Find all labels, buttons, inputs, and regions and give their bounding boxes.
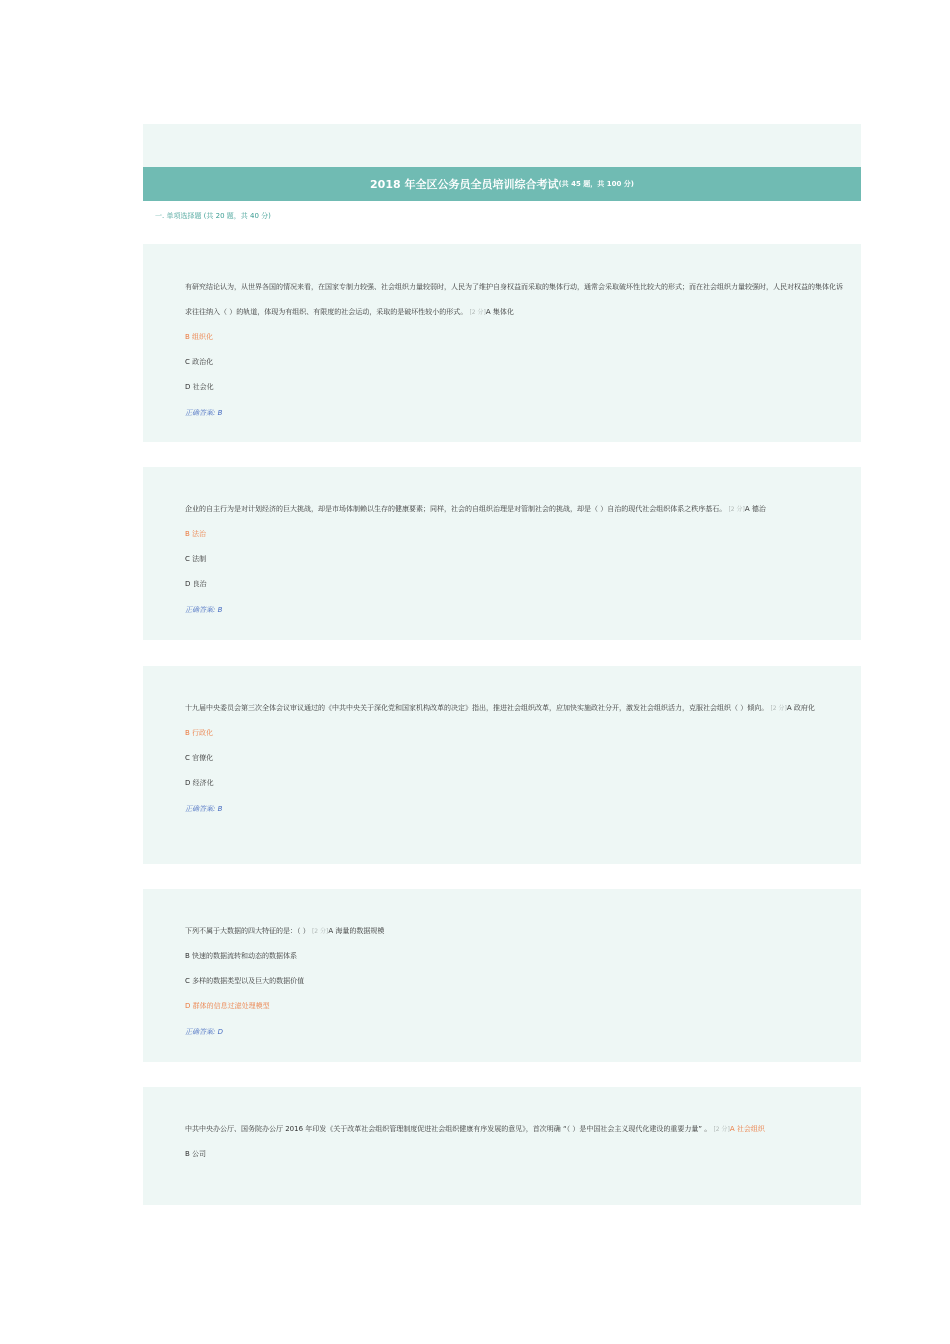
points-label: [2 分] [469,309,486,316]
option-b[interactable]: B 法治 [185,530,207,538]
question-text [185,275,845,325]
option-d[interactable]: D 群体的信息过滤处理模型 [185,1002,270,1010]
option-c[interactable]: C 法制 [185,555,207,563]
question-card [143,1087,861,1205]
correct-answer: 正确答案: B [185,805,223,813]
option-b[interactable]: B 快速的数据流转和动态的数据体系 [185,952,298,960]
question-text [185,1117,845,1142]
question-stem: 十九届中央委员会第三次全体会议审议通过的《中共中央关于深化党和国家机构改革的决定》指出，推进社会组织改革，应加快实施政社分开，激发社会组织活力，克服社会组织（ ）倾向。 [185,704,769,712]
question-card [143,666,861,864]
question-stem: 有研究结论认为，从世界各国的情况来看，在国家专制力较强、社会组织力量较弱时，人民为了维护自身权益而采取的集体行动，通常会采取破坏性比较大的形式；而在社会组织力量较强时，人民对权益的集体化诉求往往纳入（ ）的轨道，体现为有组织、有限度的社会运动，采取的是破坏性较小的形式。 [185,283,843,316]
option-d[interactable]: D 良治 [185,580,207,588]
points-label: [2 分] [311,928,329,935]
option-a[interactable]: A 海量的数据规模 [328,927,385,935]
option-a[interactable]: A 政府化 [786,704,815,712]
section-title: 一. 单项选择题 (共 20 题，共 40 分) [155,212,271,220]
option-d[interactable]: D 社会化 [185,383,214,391]
question-stem: 企业的自主行为是对计划经济的巨大挑战，却是市场体制赖以生存的健康要素；同样，社会的自组织治理是对管制社会的挑战，却是（ ）自治的现代社会组织体系之秩序基石。 [185,505,727,513]
question-stem: 下列不属于大数据的四大特征的是：（ ） [185,927,310,935]
option-d[interactable]: D 经济化 [185,779,214,787]
correct-answer: 正确答案: B [185,409,223,417]
correct-answer: 正确答案: D [185,1028,223,1036]
question-text [185,497,845,522]
correct-answer: 正确答案: B [185,606,223,614]
exam-title-sub: (共 45 题，共 100 分) [558,180,634,188]
question-card [143,467,861,640]
question-card [143,244,861,442]
question-text [185,919,845,944]
option-c[interactable]: C 多样的数据类型以及巨大的数据价值 [185,977,305,985]
option-b[interactable]: B 公司 [185,1150,207,1158]
option-a[interactable]: A 集体化 [485,308,514,316]
option-a[interactable]: A 德治 [744,505,766,513]
question-stem: 中共中央办公厅、国务院办公厅 2016 年印发《关于改革社会组织管理制度促进社会组织健康有序发展的意见》，首次明确 “（ ）是中国社会主义现代化建设的重要力量” 。 [185,1125,712,1133]
option-a[interactable]: A 社会组织 [729,1125,765,1133]
question-card [143,889,861,1062]
option-c[interactable]: C 官僚化 [185,754,214,762]
points-label: [2 分] [728,506,745,513]
exam-title-bar [143,167,861,201]
exam-title: 2018 年全区公务员全员培训综合考试 [370,178,559,191]
option-b[interactable]: B 组织化 [185,333,214,341]
option-c[interactable]: C 政治化 [185,358,214,366]
points-label: [2 分] [713,1126,730,1133]
question-text [185,696,845,721]
page-top-band [143,124,861,167]
option-b[interactable]: B 行政化 [185,729,214,737]
points-label: [2 分] [770,705,787,712]
